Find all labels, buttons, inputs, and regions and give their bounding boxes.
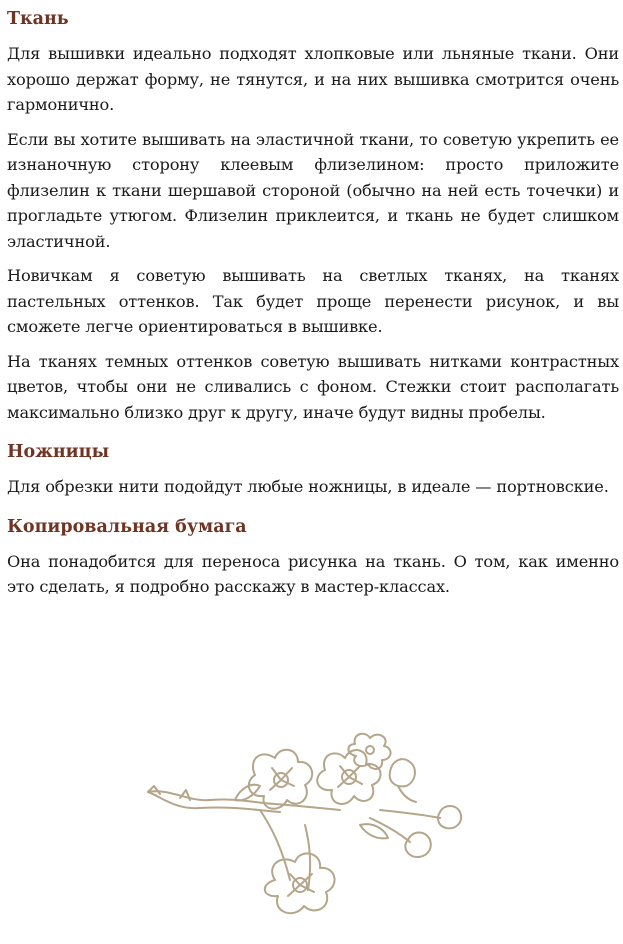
scissors-paragraph: Для обрезки нити подойдут любые ножницы, в идеале — портновские.: [7, 477, 609, 496]
carbon-paper-paragraph: Она понадобится для переноса рисунка на ткань. О том, как именно это сделать, я подробно расскажу в мастер-классах.: [7, 551, 619, 596]
fabric-paragraph-2: Если вы хотите вышивать на эластичной ткани, то советую укрепить ее изнаночную сторону клеевым флизелином: просто приложите флизелин к ткани шершавой стороной (обычно на ней есть точечки) и прогладьте утюгом. Флизелин приклеится, и ткань не будет слишком эластичной.: [7, 129, 619, 251]
document-page: [7, 6, 619, 609]
fabric-paragraph-3: Новичкам я советую вышивать на светлых тканях, на тканях пастельных оттенков. Так будет проще перенести рисунок, и вы сможете легче ориентироваться в вышивке.: [7, 266, 619, 336]
section-title-carbon-paper: Копировальная бумага: [7, 516, 247, 537]
section-title-scissors: Ножницы: [7, 442, 110, 462]
section-title-fabric: Ткань: [7, 9, 69, 29]
fabric-paragraph-1: Для вышивки идеально подходят хлопковые или льняные ткани. Они хорошо держат форму, не тянутся, и на них вышивка смотрится очень гармонично.: [7, 44, 619, 114]
cherry-blossom-branch-icon: [140, 730, 485, 940]
fabric-paragraph-4: На тканях темных оттенков советую вышивать нитками контрастных цветов, чтобы они не сливались с фоном. Стежки стоит располагать максимально близко друг к другу, иначе будут видны пробелы.: [7, 351, 619, 422]
